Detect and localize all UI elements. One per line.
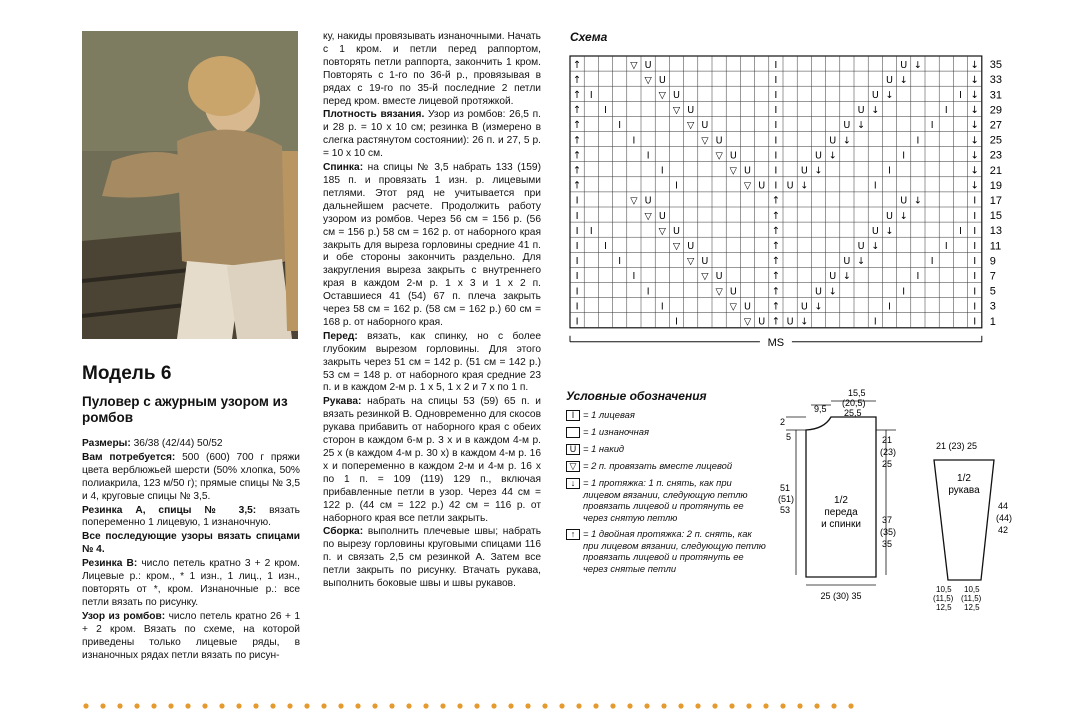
svg-text:I: I xyxy=(589,225,593,237)
svg-text:↑: ↑ xyxy=(771,240,781,252)
measure-2: 2 xyxy=(780,417,786,427)
svg-text:I: I xyxy=(604,105,607,117)
chart-row-label: 7 xyxy=(989,270,996,283)
paragraph-needles-note: Все последующие узоры вязать спицами № 4. xyxy=(82,531,300,556)
svg-text:U: U xyxy=(758,180,766,192)
svg-text:↑: ↑ xyxy=(572,165,582,177)
svg-text:U: U xyxy=(701,120,709,132)
svg-text:U: U xyxy=(687,240,695,252)
svg-text:↓: ↓ xyxy=(800,316,809,328)
svg-text:↓: ↓ xyxy=(885,225,894,237)
skp-symbol-icon: ↓ xyxy=(566,478,580,489)
pattern-diagram-svg xyxy=(776,385,1016,625)
svg-text:↓: ↓ xyxy=(970,89,979,101)
measure-25: 25 xyxy=(882,459,893,469)
svg-text:I: I xyxy=(902,150,906,162)
paragraph-assembly: Сборка: выполнить плечевые швы; набрать по вырезу горловины круговыми спицами 116 п. и связать 2,5 см резинкой А. Затем все петли закрыть по рисунку. Втачать рукава, выполнить боковые швы и швы рукавов. xyxy=(323,526,541,590)
svg-text:↓: ↓ xyxy=(871,240,880,252)
svg-text:U: U xyxy=(815,286,822,298)
svg-text:▽: ▽ xyxy=(644,210,652,222)
svg-text:I: I xyxy=(873,316,877,328)
chart-row-label: 27 xyxy=(989,119,1003,132)
svg-text:U: U xyxy=(744,301,751,313)
svg-text:↓: ↓ xyxy=(970,120,979,132)
svg-text:▽: ▽ xyxy=(687,256,695,268)
svg-text:U: U xyxy=(701,256,709,268)
measure-44b: (44) xyxy=(996,513,1013,523)
svg-text:U: U xyxy=(729,286,737,298)
paragraph-continuation: ку, накиды провязывать изнаночными. Начать с 1 кром. и петли перед раппортом, повторять петли раппорта, закончить 1 кром. Повторять с 1-го по 36-й р., провязывая в рядах с 19-го по 35-й последние 2 петли перед кром. вместе лицевой протяжкой. xyxy=(323,31,541,107)
svg-text:↑: ↑ xyxy=(572,180,582,192)
svg-text:I: I xyxy=(575,286,579,298)
svg-text:I: I xyxy=(944,240,948,252)
svg-text:↓: ↓ xyxy=(814,301,823,313)
svg-text:↓: ↓ xyxy=(857,256,866,268)
svg-text:↓: ↓ xyxy=(970,180,979,192)
measure-sleeve-top: 21 (23) 25 xyxy=(936,441,978,451)
legend-list xyxy=(566,409,766,579)
instructions-column-2 xyxy=(323,31,541,592)
chart-row-label: 21 xyxy=(989,164,1003,177)
svg-text:U: U xyxy=(886,210,893,222)
purl-symbol-icon xyxy=(566,427,580,438)
paragraph-sleeves: Рукава: набрать на спицы 53 (59) 65 п. и вязать резинкой В. Одновременно для скосов рукава прибавить от наборного края с обеих сторон в каждом 6-м р. 3 х и в каждом 4-м р. 25 х (в каждом 4-м р. 30 х) в каждом 4-м р. 16 х и попеременно в каждом 2-м и 4-м р. 16 х по 1 п. = 109 (119) 129 п., включая прибавленные петли в узор. Через 44 см = 122 р. (44 см = 122 р.) 42 см = 116 р. от наборного края все петли закрыть. xyxy=(323,396,541,524)
svg-text:▽: ▽ xyxy=(672,240,681,252)
svg-text:I: I xyxy=(575,240,579,252)
svg-text:I: I xyxy=(888,301,891,313)
chart-row-label: 25 xyxy=(989,134,1003,147)
svg-text:I: I xyxy=(973,316,977,328)
svg-text:↓: ↓ xyxy=(970,150,979,162)
yarn-over-symbol-icon: U xyxy=(566,444,580,455)
svg-text:I: I xyxy=(675,316,678,328)
svg-text:↑: ↑ xyxy=(771,210,781,222)
svg-text:↑: ↑ xyxy=(771,195,781,207)
svg-text:▽: ▽ xyxy=(701,271,709,283)
chart-row-label: 11 xyxy=(989,240,1002,253)
measure-44: 44 xyxy=(998,501,1009,511)
legend-item-k2tog: ▽ = 2 п. провязать вместе лицевой xyxy=(566,460,766,472)
paragraph-gauge: Плотность вязания. Узор из ромбов: 26,5 п. и 28 р. = 10 х 10 см; резинка В (измерено в слегка растянутом состоянии): 26 п. и 27, 5 р. = 10 х 10 см. xyxy=(323,109,541,160)
svg-text:▽: ▽ xyxy=(658,225,666,237)
model-photo xyxy=(82,31,298,339)
svg-text:↑: ↑ xyxy=(572,74,582,86)
svg-text:I: I xyxy=(660,165,664,177)
body-label-2: переда xyxy=(824,507,858,518)
measure-25-5: 25,5 xyxy=(844,408,862,418)
svg-text:I: I xyxy=(973,225,977,237)
chart-row-label: 5 xyxy=(989,285,996,298)
svg-text:I: I xyxy=(873,180,877,192)
svg-text:↑: ↑ xyxy=(572,105,582,117)
legend-item-double-skp: ↑ = 1 двойная протяжка: 2 п. снять, как при лицевом вязании, следующую петлю провязать лицевой и протянуть ее через снятые петли xyxy=(566,528,766,574)
svg-text:▽: ▽ xyxy=(715,286,723,298)
svg-text:I: I xyxy=(973,195,977,207)
measure-12-5-b: 12,5 xyxy=(964,603,980,612)
paragraph-materials: Вам потребуется: 500 (600) 700 г пряжи цвета верблюжьей шерсти (50% хлопка, 50% полиакрила, 123 м/50 г); прямые спицы № 3,5 и 4, круговые спицы № 3,5. xyxy=(82,451,300,502)
svg-text:I: I xyxy=(959,89,962,101)
svg-text:U: U xyxy=(658,74,666,86)
svg-text:▽: ▽ xyxy=(687,120,695,132)
svg-text:↓: ↓ xyxy=(828,286,837,298)
k2tog-symbol-icon: ▽ xyxy=(566,461,580,472)
svg-text:↑: ↑ xyxy=(572,59,582,71)
svg-text:I: I xyxy=(916,271,920,283)
svg-text:I: I xyxy=(632,271,636,283)
double-skp-symbol-icon: ↑ xyxy=(566,529,580,540)
ms-label: MS xyxy=(767,336,785,349)
svg-text:↓: ↓ xyxy=(913,195,922,207)
svg-text:I: I xyxy=(575,301,579,313)
svg-text:U: U xyxy=(644,195,652,207)
svg-text:I: I xyxy=(774,165,778,177)
svg-text:U: U xyxy=(715,271,723,283)
svg-text:▽: ▽ xyxy=(715,150,723,162)
svg-text:U: U xyxy=(871,89,879,101)
svg-text:▽: ▽ xyxy=(658,89,666,101)
svg-text:U: U xyxy=(786,316,794,328)
svg-text:↑: ↑ xyxy=(572,135,582,147)
svg-text:↑: ↑ xyxy=(572,120,582,132)
svg-text:↓: ↓ xyxy=(885,89,894,101)
svg-text:▽: ▽ xyxy=(729,165,737,177)
svg-text:U: U xyxy=(900,59,908,71)
svg-text:↓: ↓ xyxy=(970,59,979,71)
svg-text:↓: ↓ xyxy=(800,180,809,192)
svg-text:I: I xyxy=(575,256,579,268)
measure-9-5: 9,5 xyxy=(814,404,827,414)
svg-text:I: I xyxy=(930,256,934,268)
svg-text:↓: ↓ xyxy=(842,271,851,283)
svg-text:I: I xyxy=(973,210,977,222)
svg-text:I: I xyxy=(618,256,622,268)
svg-text:I: I xyxy=(774,180,778,192)
chart-row-label: 13 xyxy=(989,225,1003,238)
measure-10-5-a: 10,5 xyxy=(936,585,952,594)
svg-text:I: I xyxy=(575,210,579,222)
measure-11-5-b: (11,5) xyxy=(961,594,982,603)
svg-text:↓: ↓ xyxy=(871,105,880,117)
svg-text:↓: ↓ xyxy=(913,59,922,71)
svg-text:▽: ▽ xyxy=(630,195,638,207)
model-title: Модель 6 xyxy=(82,363,172,384)
chart-row-label: 17 xyxy=(989,194,1003,207)
svg-text:U: U xyxy=(815,150,822,162)
measure-53: 53 xyxy=(780,505,791,515)
svg-text:I: I xyxy=(589,89,593,101)
svg-text:I: I xyxy=(973,286,977,298)
measure-bottom: 25 (30) 35 xyxy=(820,591,862,601)
svg-text:↑: ↑ xyxy=(572,89,582,101)
svg-text:I: I xyxy=(774,59,778,71)
model-subtitle: Пуловер с ажурным узором из ромбов xyxy=(82,394,288,425)
measure-42: 42 xyxy=(998,525,1009,535)
paragraph-front: Перед: вязать, как спинку, но с более глубоким вырезом горловины. Для этого закрыть через 51 см = 142 р. (51 см = 142 р.) 53 см = 148 р. от наборного края средние 23 п. и в каждом 2-м р. 1 х 5, 1 х 2 и 7 х по 1 п. xyxy=(323,330,541,394)
svg-text:U: U xyxy=(729,150,737,162)
svg-text:▽: ▽ xyxy=(743,180,752,192)
svg-text:I: I xyxy=(973,271,977,283)
measure-10-5-b: 10,5 xyxy=(964,585,980,594)
svg-text:I: I xyxy=(774,74,778,86)
svg-text:I: I xyxy=(618,120,622,132)
svg-text:I: I xyxy=(675,180,678,192)
svg-text:↑: ↑ xyxy=(572,150,582,162)
svg-text:U: U xyxy=(871,225,879,237)
svg-text:I: I xyxy=(888,165,891,177)
svg-text:U: U xyxy=(758,316,766,328)
svg-text:↑: ↑ xyxy=(771,286,781,298)
chart-row-label: 23 xyxy=(989,149,1003,162)
svg-text:U: U xyxy=(673,225,680,237)
measure-15-5: 15,5 xyxy=(848,388,866,398)
svg-text:U: U xyxy=(786,180,794,192)
svg-text:U: U xyxy=(857,240,865,252)
chart-row-label: 3 xyxy=(989,300,996,313)
chart-row-label: 33 xyxy=(989,74,1003,87)
svg-text:↓: ↓ xyxy=(970,135,979,147)
svg-text:I: I xyxy=(774,150,778,162)
svg-text:▽: ▽ xyxy=(729,301,737,313)
svg-text:I: I xyxy=(916,135,920,147)
measure-12-5-a: 12,5 xyxy=(936,603,952,612)
svg-text:I: I xyxy=(646,286,650,298)
svg-text:U: U xyxy=(800,165,808,177)
svg-text:▽: ▽ xyxy=(644,74,652,86)
measure-5: 5 xyxy=(786,432,792,442)
svg-text:I: I xyxy=(973,301,977,313)
svg-text:I: I xyxy=(575,316,579,328)
chart-row-label: 19 xyxy=(989,179,1003,192)
measure-51: 51 xyxy=(780,483,791,493)
svg-text:U: U xyxy=(744,165,751,177)
svg-text:↑: ↑ xyxy=(771,225,781,237)
svg-text:I: I xyxy=(632,135,636,147)
knit-symbol-icon: I xyxy=(566,410,580,421)
svg-text:U: U xyxy=(857,105,865,117)
knitting-chart xyxy=(568,52,1008,367)
chart-grid xyxy=(568,52,1008,362)
legend-item-knit: I = 1 лицевая xyxy=(566,409,766,421)
chart-row-label: 15 xyxy=(989,210,1003,223)
svg-text:U: U xyxy=(900,195,908,207)
body-label-3: и спинки xyxy=(821,519,861,530)
svg-text:I: I xyxy=(973,240,977,252)
pattern-diagram xyxy=(776,385,1016,630)
svg-text:U: U xyxy=(658,210,666,222)
body-label: 1/2 xyxy=(834,495,848,506)
svg-text:↓: ↓ xyxy=(828,150,837,162)
measure-11-5-a: (11,5) xyxy=(933,594,954,603)
legend-item-skp: ↓ = 1 протяжка: 1 п. снять, как при лицевом вязании, следующую петлю провязать лицевой и протянуть ее через снятую петлю xyxy=(566,477,766,523)
measure-51b: (51) xyxy=(778,494,795,504)
svg-text:U: U xyxy=(829,271,837,283)
svg-text:I: I xyxy=(902,286,906,298)
svg-text:I: I xyxy=(930,120,934,132)
chart-row-label: 35 xyxy=(989,59,1003,72)
legend-item-purl: = 1 изнаночная xyxy=(566,426,766,438)
svg-text:↓: ↓ xyxy=(899,74,908,86)
svg-text:I: I xyxy=(660,301,664,313)
legend-title: Условные обозначения xyxy=(566,389,707,403)
svg-text:U: U xyxy=(687,105,695,117)
svg-text:I: I xyxy=(774,89,778,101)
chart-row-label: 9 xyxy=(989,255,996,268)
paragraph-back: Спинка: на спицы № 3,5 набрать 133 (159) 185 п. и провязать 1 изн. р. лицевыми петлями. Этот ряд не учитывается при дальнейшем расчете. Продолжить работу узором из ромбов. Через 56 см = 156 р. (56 см = 156 р.) 58 см = 162 р. от наборного края закрыть для выреза горловины средние 41 п. и обе стороны закончить раздельно. Для закругления выреза закрыть с внутреннего края в каждом 2-м р. 1 х 3 и 1 х 2 п. Оставшиеся 41 (54) 67 п. плеча закрыть через 58 см = 162 р. (58 см = 162 р.) 60 см = 168 р. от наборного края. xyxy=(323,162,541,328)
svg-text:U: U xyxy=(715,135,723,147)
svg-text:↑: ↑ xyxy=(771,256,781,268)
svg-text:I: I xyxy=(774,120,778,132)
measure-20-5: (20,5) xyxy=(842,398,866,408)
instructions-column-1 xyxy=(82,438,300,663)
svg-text:I: I xyxy=(774,105,778,117)
svg-text:U: U xyxy=(644,59,652,71)
measure-35: 35 xyxy=(882,539,893,549)
svg-text:▽: ▽ xyxy=(701,135,709,147)
svg-text:I: I xyxy=(575,195,579,207)
svg-text:I: I xyxy=(575,271,579,283)
paragraph-sizes: Размеры: 36/38 (42/44) 50/52 xyxy=(82,438,223,449)
measure-23: (23) xyxy=(880,447,897,457)
chart-row-label: 29 xyxy=(989,104,1003,117)
svg-text:U: U xyxy=(800,301,808,313)
measure-37: 37 xyxy=(882,515,893,525)
svg-text:↓: ↓ xyxy=(899,210,908,222)
svg-text:▽: ▽ xyxy=(743,316,752,328)
paragraph-rib-b: Резинка В: число петель кратно 3 + 2 кром. Лицевые р.: кром., * 1 изн., 1 лиц., 1 изн., повторять от *, кром. Изнаночные р.: все петли вязать по рисунку. xyxy=(82,558,301,608)
svg-text:↓: ↓ xyxy=(970,165,979,177)
svg-text:U: U xyxy=(843,120,851,132)
svg-text:▽: ▽ xyxy=(672,105,681,117)
measure-21: 21 xyxy=(882,435,893,445)
svg-text:↓: ↓ xyxy=(842,135,851,147)
sleeve-label-2: рукава xyxy=(948,485,980,496)
svg-text:I: I xyxy=(944,105,948,117)
svg-text:U: U xyxy=(886,74,893,86)
svg-text:I: I xyxy=(959,225,962,237)
svg-text:↓: ↓ xyxy=(970,74,979,86)
svg-text:U: U xyxy=(829,135,837,147)
paragraph-rib-a: Резинка А, спицы № 3,5: вязать попеременно 1 лицевую, 1 изнаночную. xyxy=(82,504,300,529)
measure-35b: (35) xyxy=(880,527,897,537)
svg-text:U: U xyxy=(843,256,851,268)
svg-text:I: I xyxy=(973,256,977,268)
svg-text:↑: ↑ xyxy=(771,301,781,313)
svg-text:↑: ↑ xyxy=(771,316,781,328)
sleeve-label: 1/2 xyxy=(957,473,971,484)
scheme-title: Схема xyxy=(570,30,608,44)
paragraph-diamond-pattern: Узор из ромбов: число петель кратно 26 + 1 + 2 кром. Вязать по схеме, на которой приведены только лицевые ряды, в изнаночных рядах петли вязать по рисун- xyxy=(82,610,300,661)
chart-row-label: 1 xyxy=(989,315,996,328)
page-decoration-dots xyxy=(82,696,882,703)
svg-text:I: I xyxy=(575,225,579,237)
chart-row-label: 31 xyxy=(989,89,1003,102)
svg-text:U: U xyxy=(673,89,680,101)
svg-text:↓: ↓ xyxy=(970,105,979,117)
svg-text:↑: ↑ xyxy=(771,271,781,283)
svg-text:I: I xyxy=(774,135,778,147)
svg-text:I: I xyxy=(604,240,607,252)
svg-text:▽: ▽ xyxy=(630,59,638,71)
svg-text:↓: ↓ xyxy=(857,120,866,132)
legend-item-yarn-over: U = 1 накид xyxy=(566,443,766,455)
svg-text:↓: ↓ xyxy=(814,165,823,177)
svg-text:I: I xyxy=(646,150,650,162)
